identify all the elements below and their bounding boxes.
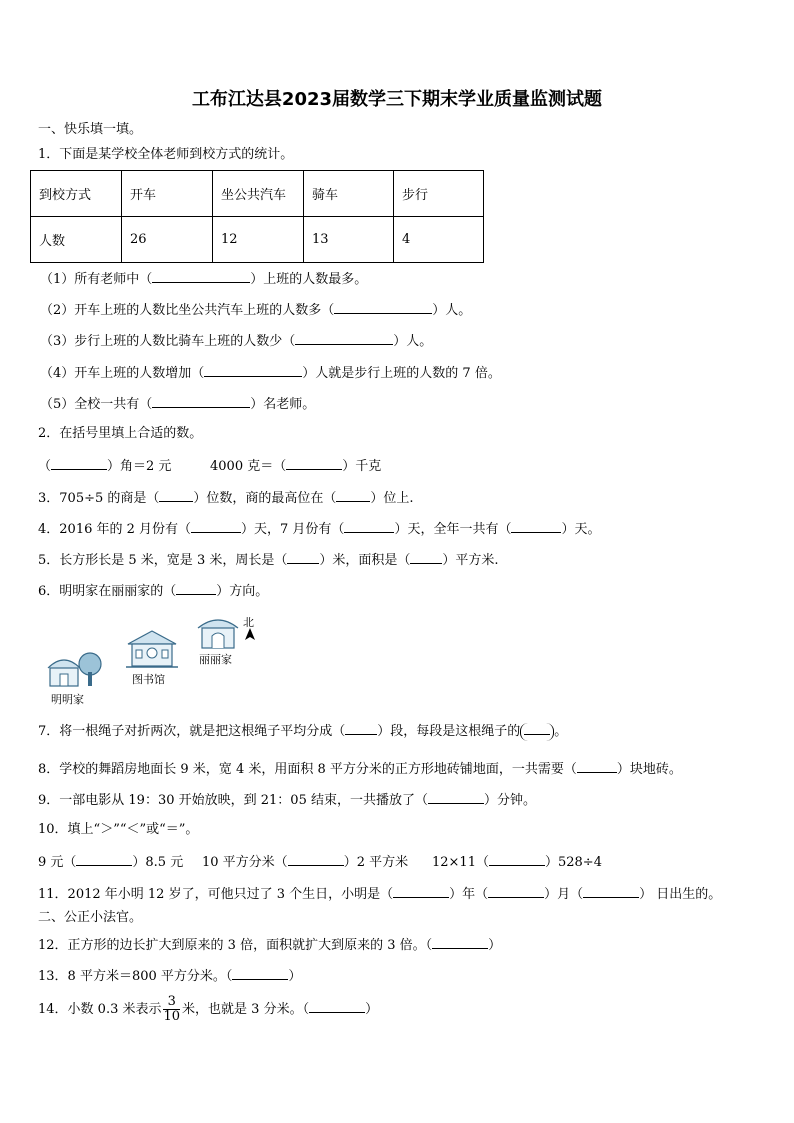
table-cell: 坐公共汽车	[213, 171, 304, 217]
table-cell: 人数	[31, 217, 122, 263]
north-label: 北	[243, 616, 254, 629]
question-2-b: 4000 克＝（ ）千克	[210, 459, 382, 474]
question-7: 7．将一根绳子对折两次，就是把这根绳子平均分成（ ）段，每段是这根绳子的 。	[38, 724, 568, 739]
fraction-answer-box[interactable]	[520, 723, 554, 741]
question-1-5: （5）全校一共有（ ）名老师。	[40, 397, 316, 412]
table-row	[31, 217, 484, 263]
question-8: 8．学校的舞蹈房地面长 9 米，宽 4 米，用面积 8 平方分米的正方形地砖铺地面，一共需要（ ）块地砖。	[38, 762, 682, 777]
answer-blank[interactable]	[286, 457, 342, 470]
question-4: 4．2016 年的 2 月份有（ ）天，7 月份有（ ）天，全年一共有（ ）天。	[38, 522, 601, 537]
answer-blank[interactable]	[204, 364, 302, 377]
library-building-icon	[124, 628, 180, 670]
question-5: 5．长方形长是 5 米，宽是 3 米，周长是（ ）米，面积是（ ）平方米.	[38, 553, 499, 568]
question-10-a: 9 元（ ）8.5 元	[38, 855, 184, 870]
section-heading-1: 一、快乐填一填。	[38, 122, 143, 137]
question-1-1: （1）所有老师中（ ）上班的人数最多。	[40, 272, 368, 287]
answer-blank[interactable]	[488, 885, 544, 898]
question-1-2: （2）开车上班的人数比坐公共汽车上班的人数多（ ）人。	[40, 303, 472, 318]
table-cell: 13	[304, 217, 394, 263]
li-home-house-icon	[195, 612, 241, 650]
question-3: 3．705÷5 的商是（ ）位数，商的最高位在（ ）位上.	[38, 491, 414, 506]
fraction-three-tenths: $\frac{3}{10}$	[163, 994, 181, 1024]
question-1-stem: 1．下面是某学校全体老师到校方式的统计。	[38, 147, 294, 162]
answer-blank[interactable]	[344, 520, 394, 533]
question-11: 11．2012 年小明 12 岁了，可他只过了 3 个生日，小明是（ ）年（ ）月（ ） 日出生的。	[38, 887, 722, 902]
question-10-stem: 10．填上“＞”“＜”或“＝”。	[38, 822, 199, 837]
table-cell: 开车	[122, 171, 213, 217]
answer-blank[interactable]	[577, 760, 617, 773]
answer-blank[interactable]	[152, 395, 250, 408]
question-10-b: 10 平方分米（ ）2 平方米	[202, 855, 409, 870]
answer-blank[interactable]	[287, 551, 319, 564]
section-heading-2: 二、公正小法官。	[38, 910, 143, 925]
li-home-label: 丽丽家	[199, 653, 232, 666]
table-header-row	[31, 171, 484, 217]
question-1-3: （3）步行上班的人数比骑车上班的人数少（ ）人。	[40, 334, 433, 349]
question-12: 12．正方形的边长扩大到原来的 3 倍，面积就扩大到原来的 3 倍。（ ）	[38, 938, 502, 953]
library-label: 图书馆	[132, 673, 165, 686]
answer-blank[interactable]	[583, 885, 639, 898]
answer-blank[interactable]	[176, 582, 216, 595]
answer-blank[interactable]	[336, 489, 370, 502]
answer-blank[interactable]	[288, 853, 344, 866]
answer-blank[interactable]	[393, 885, 449, 898]
answer-blank[interactable]	[232, 967, 288, 980]
table-cell: 骑车	[304, 171, 394, 217]
answer-blank[interactable]	[428, 791, 484, 804]
answer-blank[interactable]	[334, 301, 432, 314]
north-arrow-icon	[244, 627, 256, 641]
question-10-c: 12×11（ ）528÷4	[432, 855, 602, 870]
ming-home-label: 明明家	[51, 693, 84, 706]
commute-stats-table	[30, 170, 484, 263]
table-cell: 到校方式	[31, 171, 122, 217]
question-2-a: （ ）角＝2 元	[38, 459, 172, 474]
answer-blank[interactable]	[309, 1000, 365, 1013]
answer-blank[interactable]	[152, 270, 250, 283]
question-9: 9．一部电影从 19：30 开始放映，到 21：05 结束，一共播放了（ ）分钟。	[38, 793, 536, 808]
question-13: 13．8 平方米＝800 平方分米。（ ）	[38, 969, 302, 984]
answer-blank[interactable]	[345, 722, 377, 735]
table-cell: 步行	[394, 171, 484, 217]
table-cell: 26	[122, 217, 213, 263]
question-6: 6．明明家在丽丽家的（ ）方向。	[38, 584, 269, 599]
question-14: 14．小数 0.3 米表示 $\frac{3}{10}$ 米，也就是 3 分米。（ ）	[38, 994, 379, 1024]
answer-blank[interactable]	[51, 457, 107, 470]
table-cell: 12	[213, 217, 304, 263]
answer-blank[interactable]	[159, 489, 193, 502]
answer-blank[interactable]	[295, 332, 393, 345]
answer-blank[interactable]	[410, 551, 442, 564]
answer-blank[interactable]	[511, 520, 561, 533]
page-title: 工布江达县2023届数学三下期末学业质量监测试题	[191, 89, 603, 110]
ming-home-house-icon	[44, 648, 104, 690]
table-cell: 4	[394, 217, 484, 263]
question-1-4: （4）开车上班的人数增加（ ）人就是步行上班的人数的 7 倍。	[40, 366, 501, 381]
answer-blank[interactable]	[432, 936, 488, 949]
question-2-stem: 2．在括号里填上合适的数。	[38, 426, 203, 441]
answer-blank[interactable]	[489, 853, 545, 866]
answer-blank[interactable]	[191, 520, 241, 533]
answer-blank[interactable]	[76, 853, 132, 866]
